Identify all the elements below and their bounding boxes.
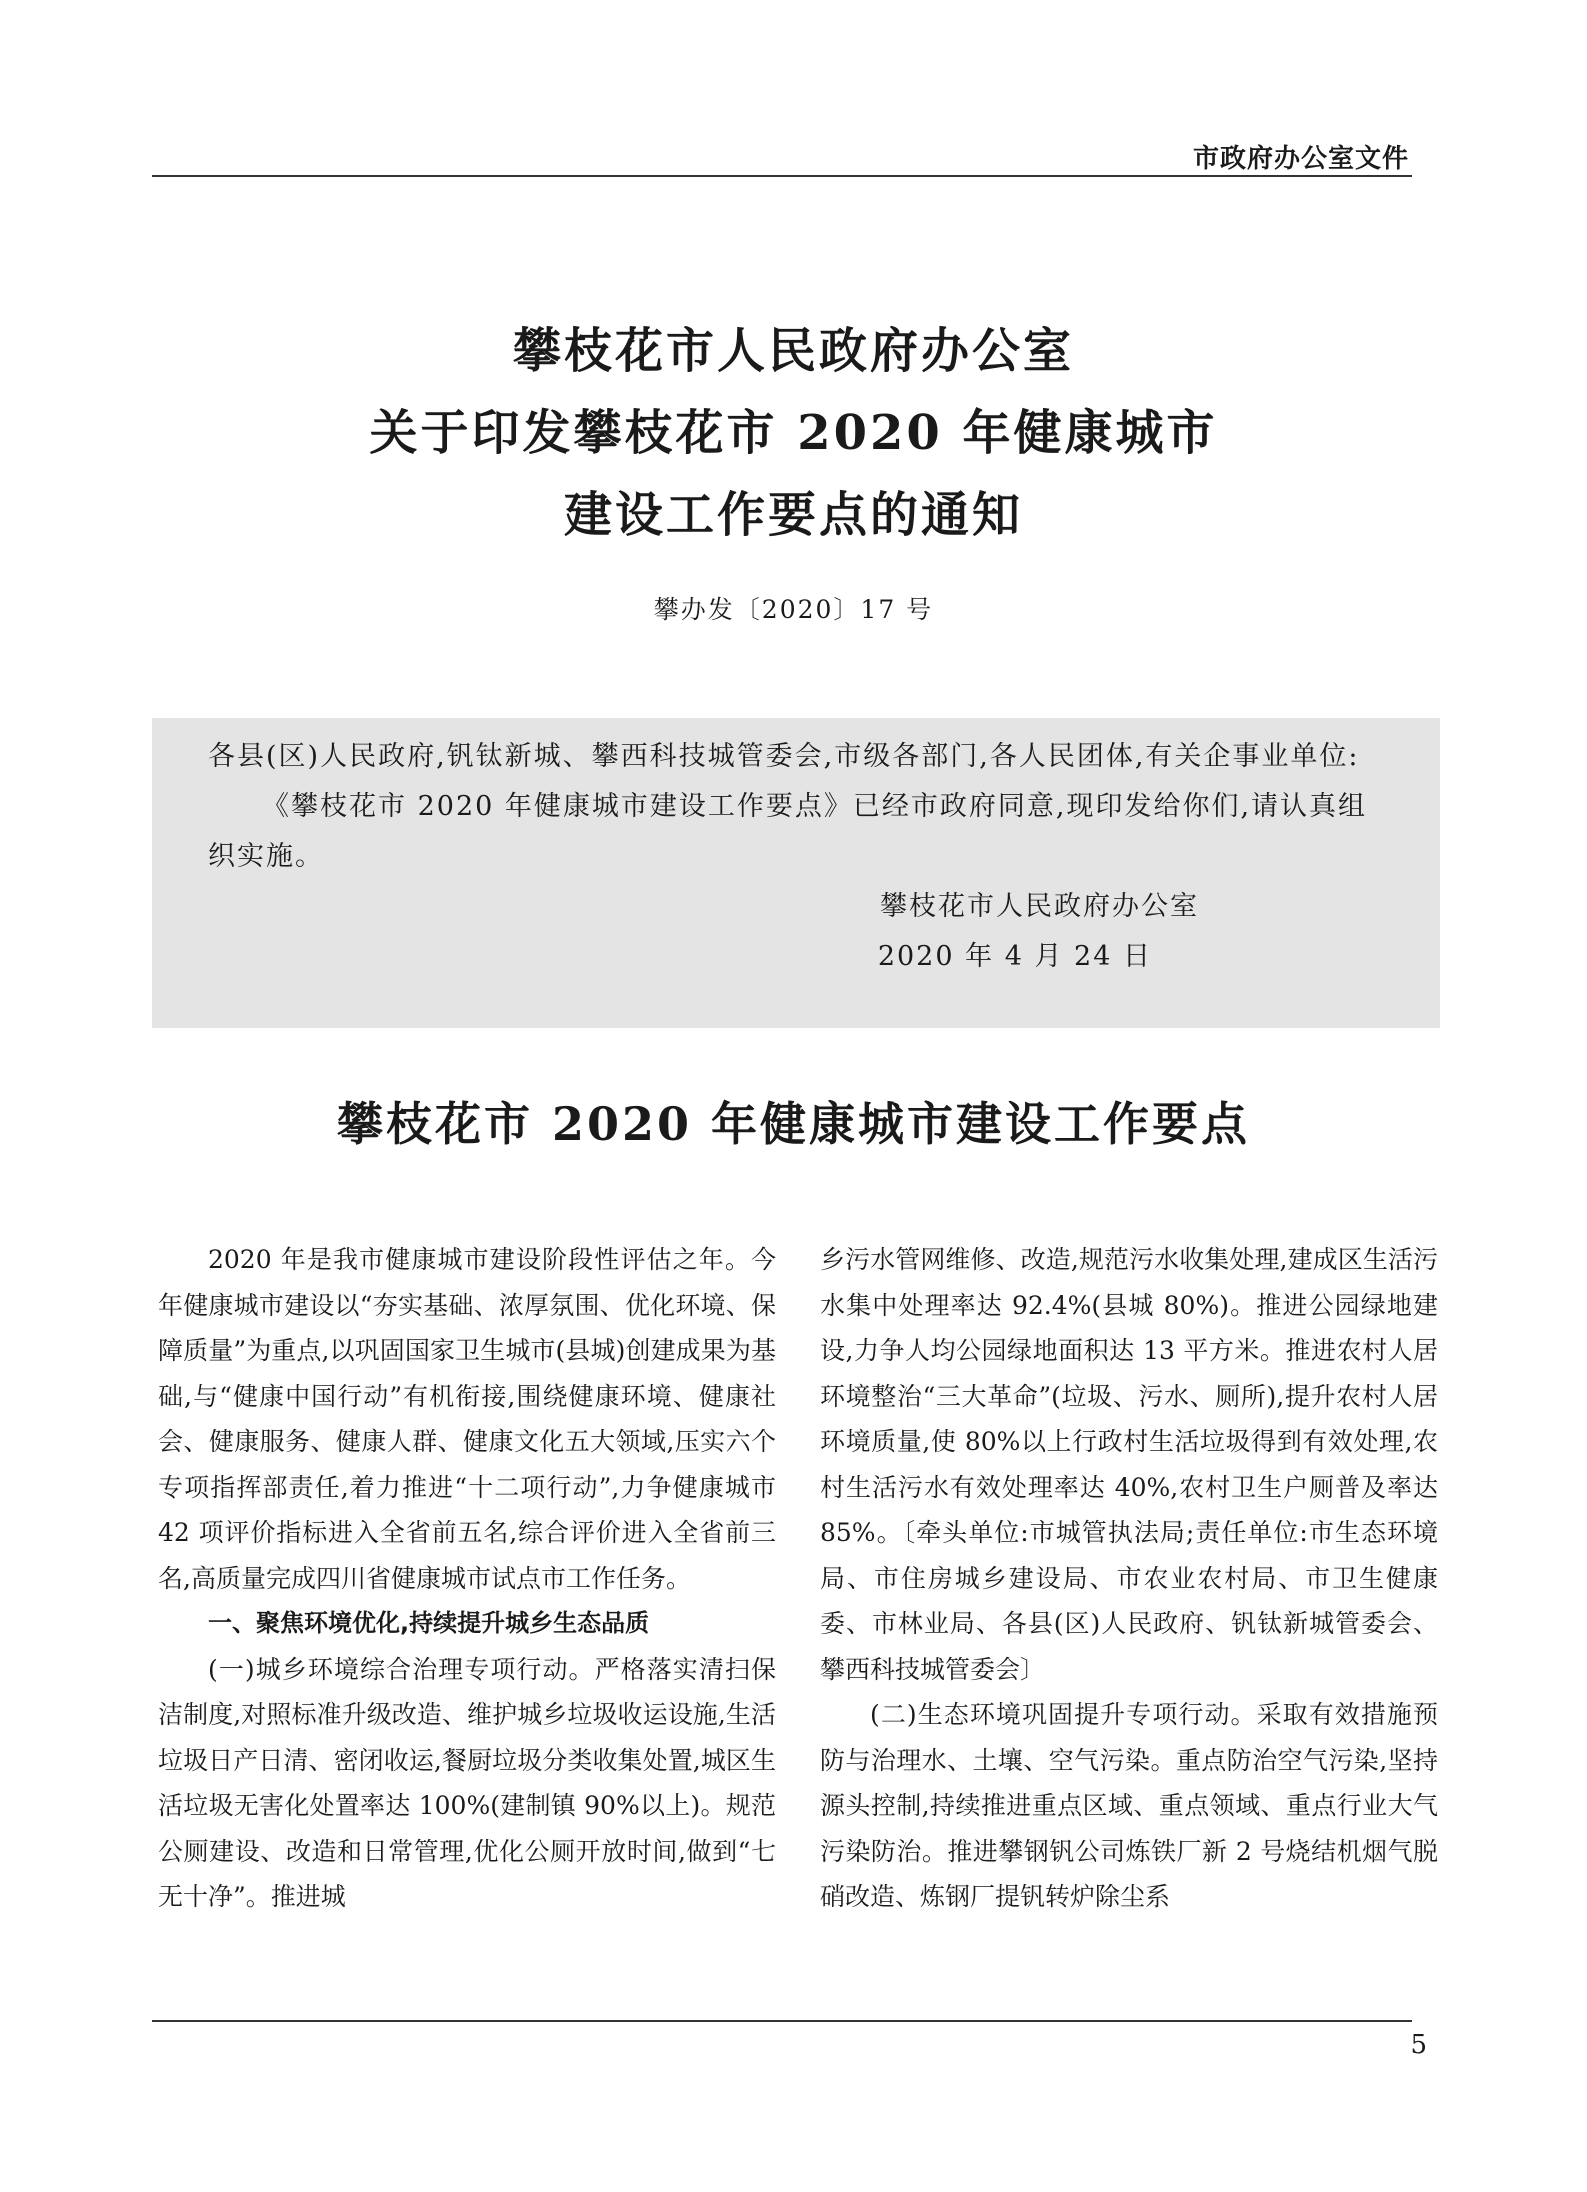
notice-addressee: 各县(区)人民政府,钒钛新城、攀西科技城管委会,市级各部门,各人民团体,有关企事业单位: bbox=[208, 741, 1360, 772]
section-heading: 一、聚焦环境优化,持续提升城乡生态品质 bbox=[208, 1609, 650, 1637]
title-line-1: 攀枝花市人民政府办公室 bbox=[512, 323, 1074, 379]
item-1-continuation: 乡污水管网维修、改造,规范污水收集处理,建成区生活污水集中处理率达 92.4%(县城 80%)。推进公园绿地建设,力争人均公园绿地面积达 13 平方米。推进农村人居环境整治“三大革命”(垃圾、污水、厕所),提升农村人居环境质量,使 80%以上行政村生活垃圾得到有效处理,农村生活污水有效处理率达 40%,农村卫生户厕普及率达 85%。〔牵头单位:市城管执法局;责任单位:市生态环境局、市住房城乡建设局、市农业农村局、市卫生健康委、市林业局、各县(区)人民政府、钒钛新城管委会、攀西科技城管委会〕 bbox=[820, 1245, 1438, 1684]
title-line-3: 建设工作要点的通知 bbox=[563, 487, 1023, 543]
footer-rule bbox=[152, 2020, 1412, 2022]
notice-box bbox=[152, 718, 1440, 1028]
page-number: 5 bbox=[1410, 2030, 1427, 2060]
right-column bbox=[820, 1237, 1438, 1920]
main-title: 攀枝花市 2020 年健康城市建设工作要点 bbox=[336, 1097, 1251, 1151]
item-1-paragraph: (一)城乡环境综合治理专项行动。严格落实清扫保洁制度,对照标准升级改造、维护城乡垃圾收运设施,生活垃圾日产日清、密闭收运,餐厨垃圾分类收集处置,城区生活垃圾无害化处置率达 100%(建制镇 90%以上)。规范公厕建设、改造和日常管理,优化公厕开放时间,做到“七无十净”。推进城 bbox=[158, 1654, 776, 1911]
document-title bbox=[0, 310, 1587, 556]
notice-body: 《攀枝花市 2020 年健康城市建设工作要点》已经市政府同意,现印发给你们,请认真组织实施。 bbox=[208, 791, 1368, 872]
running-header: 市政府办公室文件 bbox=[1192, 144, 1409, 174]
header-rule bbox=[152, 175, 1412, 177]
document-number: 攀办发〔2020〕17 号 bbox=[653, 595, 934, 624]
title-line-2: 关于印发攀枝花市 2020 年健康城市 bbox=[369, 405, 1218, 461]
intro-paragraph: 2020 年是我市健康城市建设阶段性评估之年。今年健康城市建设以“夯实基础、浓厚氛围、优化环境、保障质量”为重点,以巩固国家卫生城市(县城)创建成果为基础,与“健康中国行动”有机衔接,围绕健康环境、健康社会、健康服务、健康人群、健康文化五大领域,压实六个专项指挥部责任,着力推进“十二项行动”,力争健康城市 42 项评价指标进入全省前五名,综合评价进入全省前三名,高质量完成四川省健康城市试点市工作任务。 bbox=[158, 1245, 776, 1593]
left-column bbox=[158, 1237, 776, 1920]
notice-date: 2020 年 4 月 24 日 bbox=[877, 941, 1152, 972]
item-2-paragraph: (二)生态环境巩固提升专项行动。采取有效措施预防与治理水、土壤、空气污染。重点防治空气污染,坚持源头控制,持续推进重点区域、重点领域、重点行业大气污染防治。推进攀钢钒公司炼铁厂新 2 号烧结机烟气脱硝改造、炼钢厂提钒转炉除尘系 bbox=[820, 1700, 1438, 1911]
notice-signature: 攀枝花市人民政府办公室 bbox=[880, 891, 1199, 922]
